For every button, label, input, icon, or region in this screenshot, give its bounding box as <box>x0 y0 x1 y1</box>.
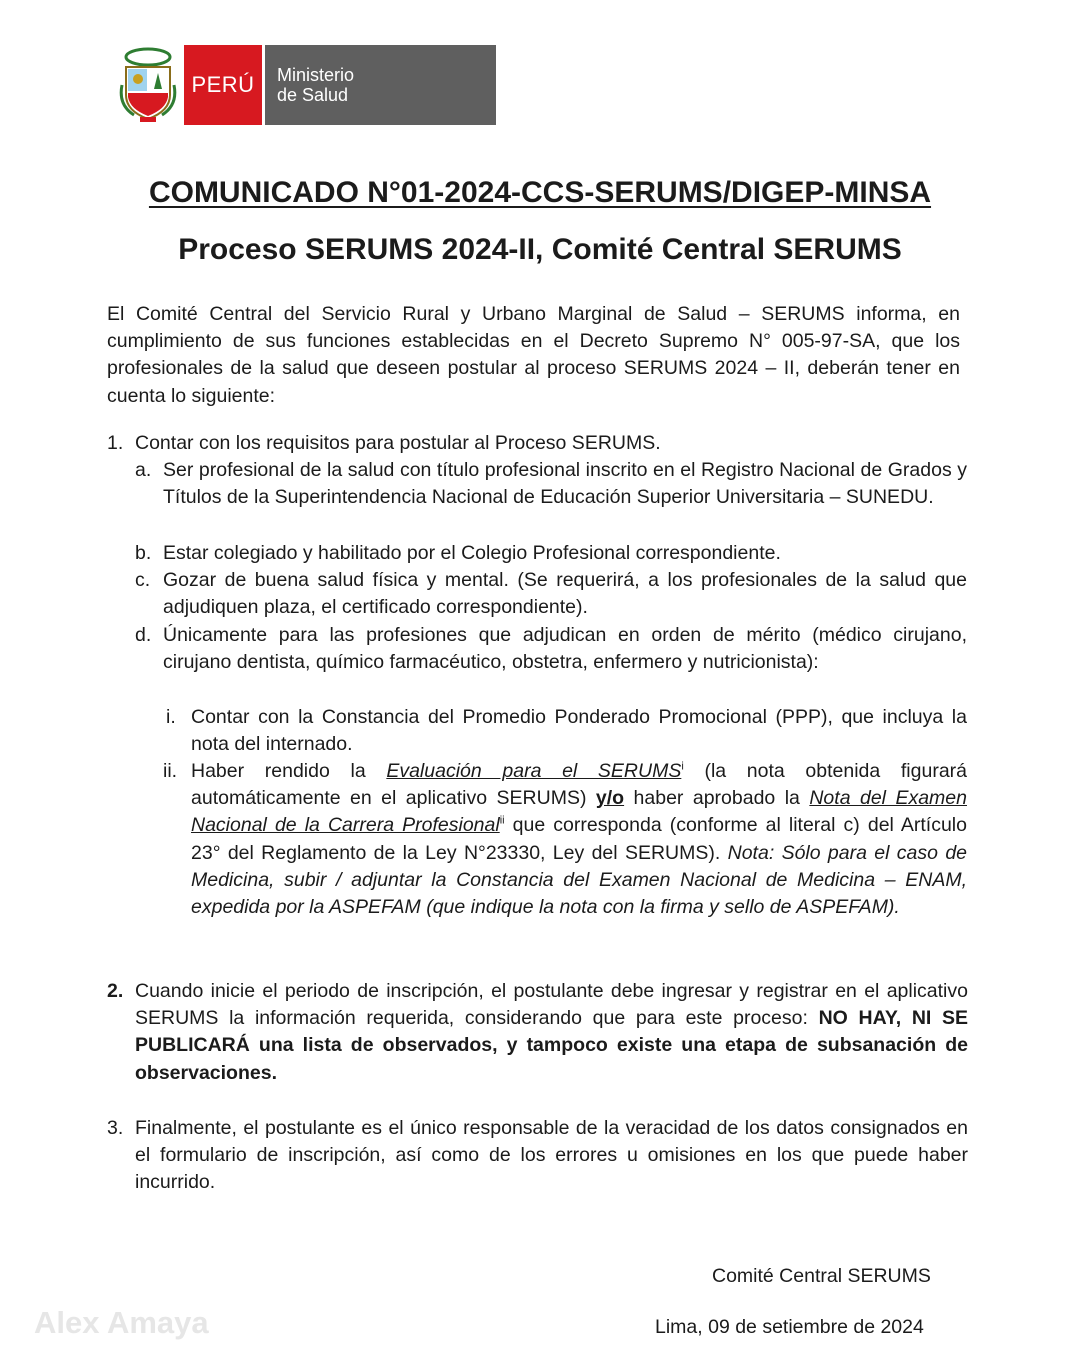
logo-ministry-line2: de Salud <box>277 85 349 105</box>
logo-peru-box <box>184 45 262 125</box>
item-b-letter: b. <box>135 542 152 564</box>
item-3-number: 3. <box>107 1117 124 1139</box>
item-2-number: 2. <box>107 980 124 1002</box>
item-d-text: Únicamente para las profesiones que adjudican en orden de mérito (médico cirujano, cirujano dentista, químico farmacéutico, obstetra, enfermero y nutricionista): <box>163 624 967 674</box>
peru-coat-of-arms-icon <box>118 45 178 125</box>
enam-note: Nota: Sólo para el caso de Medicina, subir / adjuntar la Constancia del Examen Nacional de Medicina – ENAM, expedida por la ASPEFAM (que indique la nota con la firma y sello de ASPEFAM). <box>191 841 968 919</box>
item-di-numeral: i. <box>166 706 176 728</box>
item-di-text: Contar con la Constancia del Promedio Ponderado Promocional (PPP), que incluya la nota del internado. <box>191 706 967 756</box>
document-subtitle: Proceso SERUMS 2024-II, Comité Central SERUMS <box>178 233 902 266</box>
item-b-text: Estar colegiado y habilitado por el Colegio Profesional correspondiente. <box>163 542 781 564</box>
item-1-text: Contar con los requisitos para postular al Proceso SERUMS. <box>135 432 661 454</box>
document-title: COMUNICADO N°01-2024-CCS-SERUMS/DIGEP-MINSA <box>148 176 932 209</box>
watermark: Alex Amaya <box>34 1305 209 1340</box>
item-2-bold-warning: NO HAY, NI SE PUBLICARÁ una lista de observados, y tampoco existe una etapa de subsanación de observaciones. <box>135 1007 969 1084</box>
item-dii-paragraph: Haber rendido la Evaluación para el SERUMS$^i$ (la nota obtenida figurará automáticamente en el aplicativo SERUMS) y/o haber aprobado la Nota del Examen Nacional de la Carrera Profesional$^{ii}$ que corresponda (conforme al literal c) del Artículo 23° del Reglamento de la Ley N°23330, Ley del SERUMS). Nota: Sólo para el caso de Medicina, subir / adjuntar la Constancia del Examen Nacional de Medicina – ENAM, expedida por la ASPEFAM (que indique la nota con la firma y sello de ASPEFAM). <box>191 760 968 919</box>
item-1-number: 1. <box>107 432 124 454</box>
evaluacion-serums-link: Evaluación para el SERUMS <box>386 760 682 782</box>
item-a-letter: a. <box>135 459 152 481</box>
item-d-letter: d. <box>135 624 152 646</box>
item-a-text: Ser profesional de la salud con título profesional inscrito en el Registro Nacional de Grados y Títulos de la Superintendencia Nacional de Educación Superior Universitaria – SUNEDU. <box>163 459 967 509</box>
logo-ministry-line1: Ministerio <box>277 65 355 85</box>
minsa-logo <box>118 45 496 125</box>
item-c-text: Gozar de buena salud física y mental. (Se requerirá, a los profesionales de la salud que adjudiquen plaza, el certificado correspondiente). <box>163 569 967 619</box>
item-c-letter: c. <box>135 569 151 591</box>
item-dii-numeral: ii. <box>163 760 178 782</box>
place-date: Lima, 09 de setiembre de 2024 <box>655 1316 924 1338</box>
intro-paragraph: El Comité Central del Servicio Rural y Urbano Marginal de Salud – SERUMS informa, en cumplimiento de sus funciones establecidas en el Decreto Supremo N° 005-97-SA, que los profesionales de la salud que deseen postular al proceso SERUMS 2024 – II, deberán tener en cuenta lo siguiente: <box>107 303 960 407</box>
signature: Comité Central SERUMS <box>712 1265 931 1287</box>
item-2-text: Cuando inicie el periodo de inscripción, el postulante debe ingresar y registrar en el aplicativo SERUMS la información requerida, considerando que para este proceso: NO HAY, NI SE PUBLICARÁ una lista de observados, y tampoco existe una etapa de subsanación de observaciones. <box>135 980 969 1084</box>
logo-ministry-box <box>265 45 496 125</box>
item-3-text: Finalmente, el postulante es el único responsable de la veracidad de los datos consignados en el formulario de inscripción, así como de los errores u omisiones en los que puede haber incurrido. <box>135 1117 968 1194</box>
nota-examen-nacional-link: Nota del Examen Nacional de la Carrera Profesional <box>191 787 967 837</box>
logo-country-text: PERÚ <box>191 72 255 97</box>
